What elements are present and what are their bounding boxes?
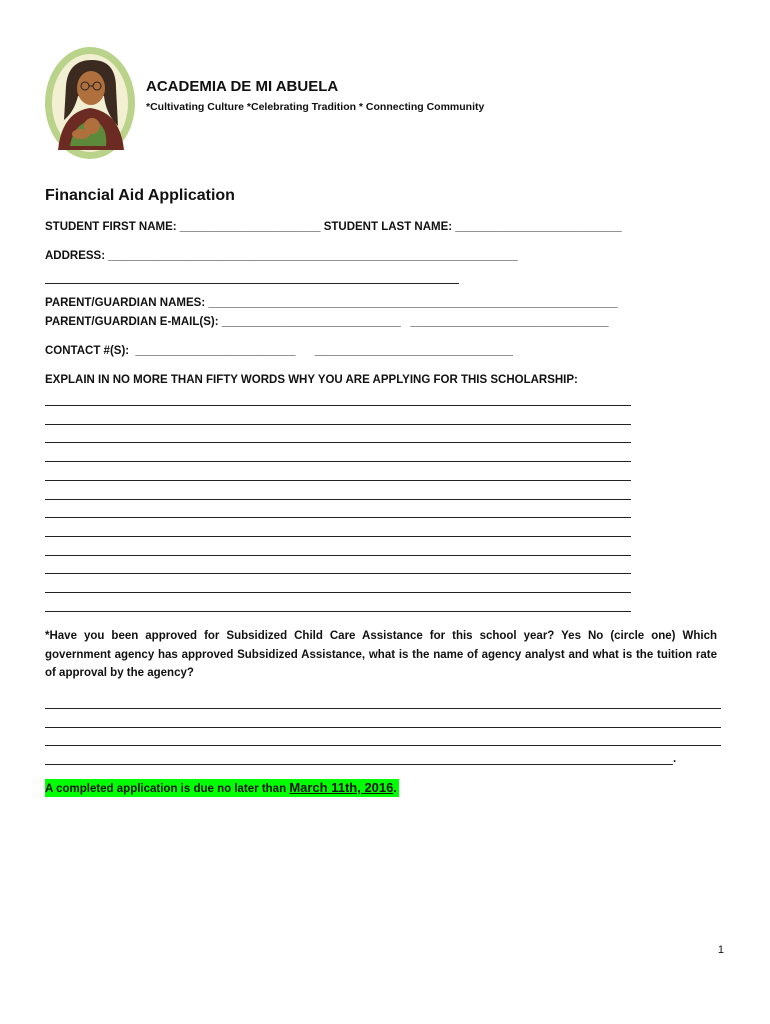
answer-line[interactable] <box>45 573 631 574</box>
contact-field[interactable]: CONTACT #(S): _________________________ _______________________________ <box>45 345 513 357</box>
answer-line[interactable] <box>45 442 631 443</box>
address-line-2[interactable] <box>45 283 459 284</box>
deadline-text: A completed application is due no later than <box>45 783 290 795</box>
answer-line[interactable] <box>45 405 631 406</box>
answer-line[interactable] <box>45 611 631 612</box>
subsidy-question: *Have you been approved for Subsidized Child Care Assistance for this school year? Yes No (circle one) Which government agency has approved Subsidized Assistance, what is the name of agency analyst and what is the tuition rate of approval by the agency? <box>45 630 717 679</box>
answer-line[interactable] <box>45 499 631 500</box>
answer-line[interactable] <box>45 764 673 765</box>
answer-line[interactable] <box>45 727 721 728</box>
answer-line[interactable] <box>45 555 631 556</box>
guardian-names-field[interactable]: PARENT/GUARDIAN NAMES: ________________________________________________________________ <box>45 297 618 309</box>
subsidy-end-mark: . <box>673 753 677 765</box>
student-name-field[interactable]: STUDENT FIRST NAME: ______________________ STUDENT LAST NAME: __________________________ <box>45 221 622 233</box>
answer-line[interactable] <box>45 461 631 462</box>
school-name: ACADEMIA DE MI ABUELA <box>146 78 339 95</box>
deadline-date: March 11th, 2016 <box>289 780 394 795</box>
answer-line[interactable] <box>45 480 631 481</box>
deadline-end: . <box>393 783 397 795</box>
form-title: Financial Aid Application <box>45 187 235 204</box>
page-number: 1 <box>717 944 724 956</box>
answer-line[interactable] <box>45 536 631 537</box>
answer-line[interactable] <box>45 745 721 746</box>
deadline-notice <box>45 779 399 797</box>
explain-prompt: EXPLAIN IN NO MORE THAN FIFTY WORDS WHY YOU ARE APPLYING FOR THIS SCHOLARSHIP: <box>45 374 578 386</box>
answer-line[interactable] <box>45 708 721 709</box>
address-field[interactable]: ADDRESS: ________________________________________________________________ <box>45 250 518 262</box>
school-logo <box>44 46 136 160</box>
answer-line[interactable] <box>45 424 631 425</box>
guardian-email-field[interactable]: PARENT/GUARDIAN E-MAIL(S): ____________________________ _______________________________ <box>45 316 609 328</box>
school-tagline: *Cultivating Culture *Celebrating Tradition * Connecting Community <box>146 101 485 113</box>
answer-line[interactable] <box>45 592 631 593</box>
answer-line[interactable] <box>45 517 631 518</box>
